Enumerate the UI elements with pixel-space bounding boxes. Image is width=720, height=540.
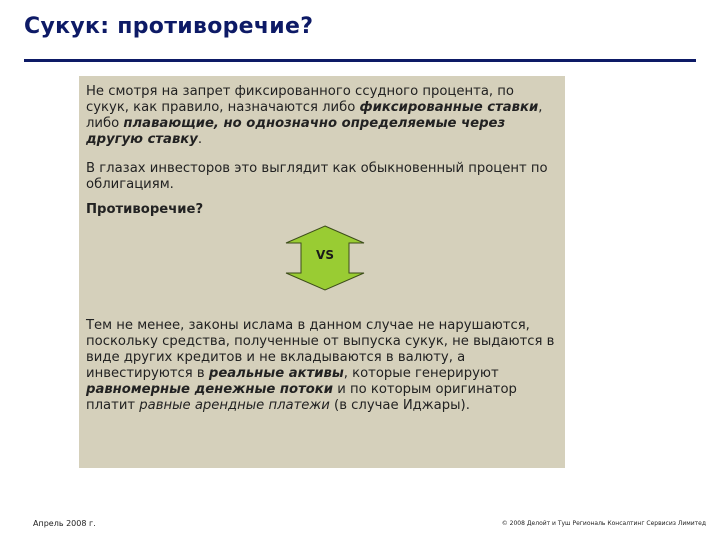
text-run: (в случае Иджары). xyxy=(329,398,470,413)
text-run: реальные активы xyxy=(208,366,344,381)
vs-arrow-graphic xyxy=(285,225,365,291)
text-run: и по которым оригинатор платит xyxy=(86,382,517,413)
text-run: Не смотря на запрет фиксированного ссудного процента, по сукук, как правило, назначаются либо xyxy=(86,84,514,115)
text-run: . xyxy=(197,132,203,147)
text-run: , либо xyxy=(86,100,543,131)
paragraph-fixed-rates xyxy=(86,84,560,148)
slide-title: Сукук: противоречие? xyxy=(24,14,314,39)
text-run: Тем не менее, законы ислама в данном случае не нарушаются, поскольку средства, полученные от выпуска сукук, не выдаются в виде других кредитов и не вкладываются в валюту, а инвестируются в xyxy=(86,318,555,381)
text-run: равномерные денежные потоки xyxy=(86,382,334,397)
paragraph-islamic-law xyxy=(86,318,560,414)
paragraph-investors-view: В глазах инвесторов это выглядит как обыкновенный процент по облигациям. xyxy=(86,161,548,192)
text-run: равные арендные платежи xyxy=(139,398,330,413)
paragraph-contradiction-question: Противоречие? xyxy=(86,202,204,217)
footer-copyright: © 2008 Делойт и Туш Региональ Консалтинг Сервисиз Лимитед xyxy=(501,520,706,527)
vs-label: VS xyxy=(316,248,334,262)
text-run: , которые генерируют xyxy=(343,366,499,381)
footer-date: Апрель 2008 г. xyxy=(33,519,96,528)
title-underline xyxy=(24,59,696,62)
text-run: плавающие, но однозначно определяемые через другую ставку xyxy=(86,116,506,147)
text-run: фиксированные ставки xyxy=(359,100,539,115)
